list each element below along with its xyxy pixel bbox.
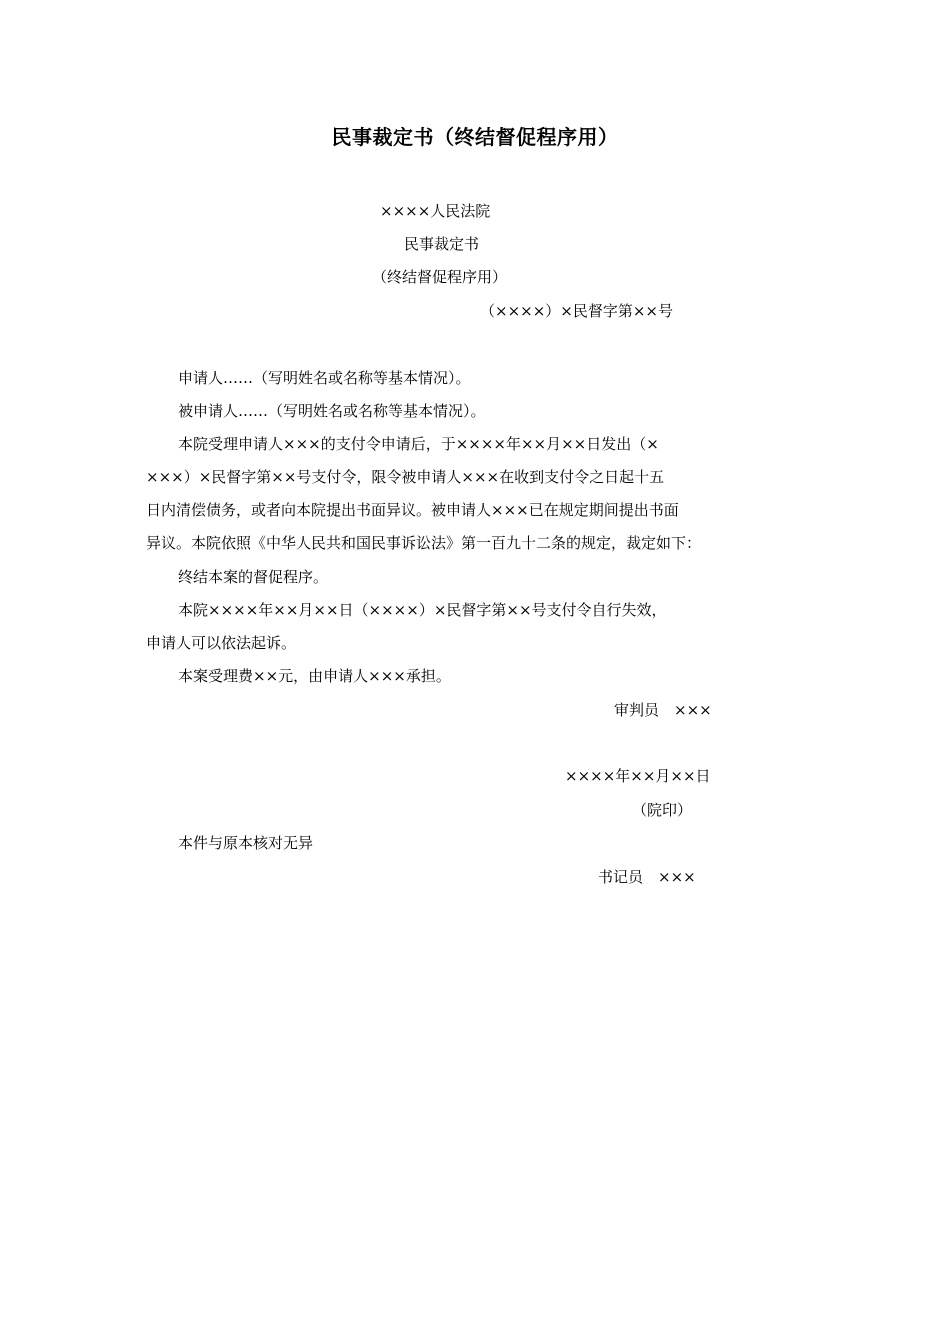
ruling-2-line: 本院××××年××月××日（××××）×民督字第××号支付令自行失效， (178, 601, 667, 619)
body-line: 异议。本院依照《中华人民共和国民事诉讼法》第一百九十二条的规定，裁定如下： (146, 534, 702, 552)
body-line: 日内清偿债务，或者向本院提出书面异议。被申请人×××已在规定期间提出书面 (146, 501, 679, 519)
clerk-signature: 书记员 ××× (598, 868, 696, 886)
court-seal: （院印） (632, 801, 693, 819)
court-name: ××××人民法院 (380, 202, 491, 220)
ruling-1: 终结本案的督促程序。 (178, 568, 329, 586)
fee-line: 本案受理费××元，由申请人×××承担。 (178, 667, 451, 685)
body-line: 本院受理申请人×××的支付令申请后，于××××年××月××日发出（× (178, 435, 659, 453)
doc-subtype: （终结督促程序用） (372, 268, 508, 286)
document-title: 民事裁定书（终结督促程序用） (331, 125, 619, 149)
applicant-line: 申请人……（写明姓名或名称等基本情况）。 (178, 369, 471, 387)
respondent-line: 被申请人……（写明姓名或名称等基本情况）。 (178, 402, 486, 420)
case-number: （××××）×民督字第××号 (480, 302, 673, 320)
judge-signature: 审判员 ××× (614, 701, 712, 719)
ruling-2-line: 申请人可以依法起诉。 (146, 634, 297, 652)
body-line: ×××）×民督字第××号支付令，限令被申请人×××在收到支付令之日起十五 (146, 468, 665, 486)
verify-statement: 本件与原本核对无异 (178, 834, 314, 852)
ruling-date: ××××年××月××日 (565, 767, 711, 785)
doc-type: 民事裁定书 (404, 235, 480, 253)
